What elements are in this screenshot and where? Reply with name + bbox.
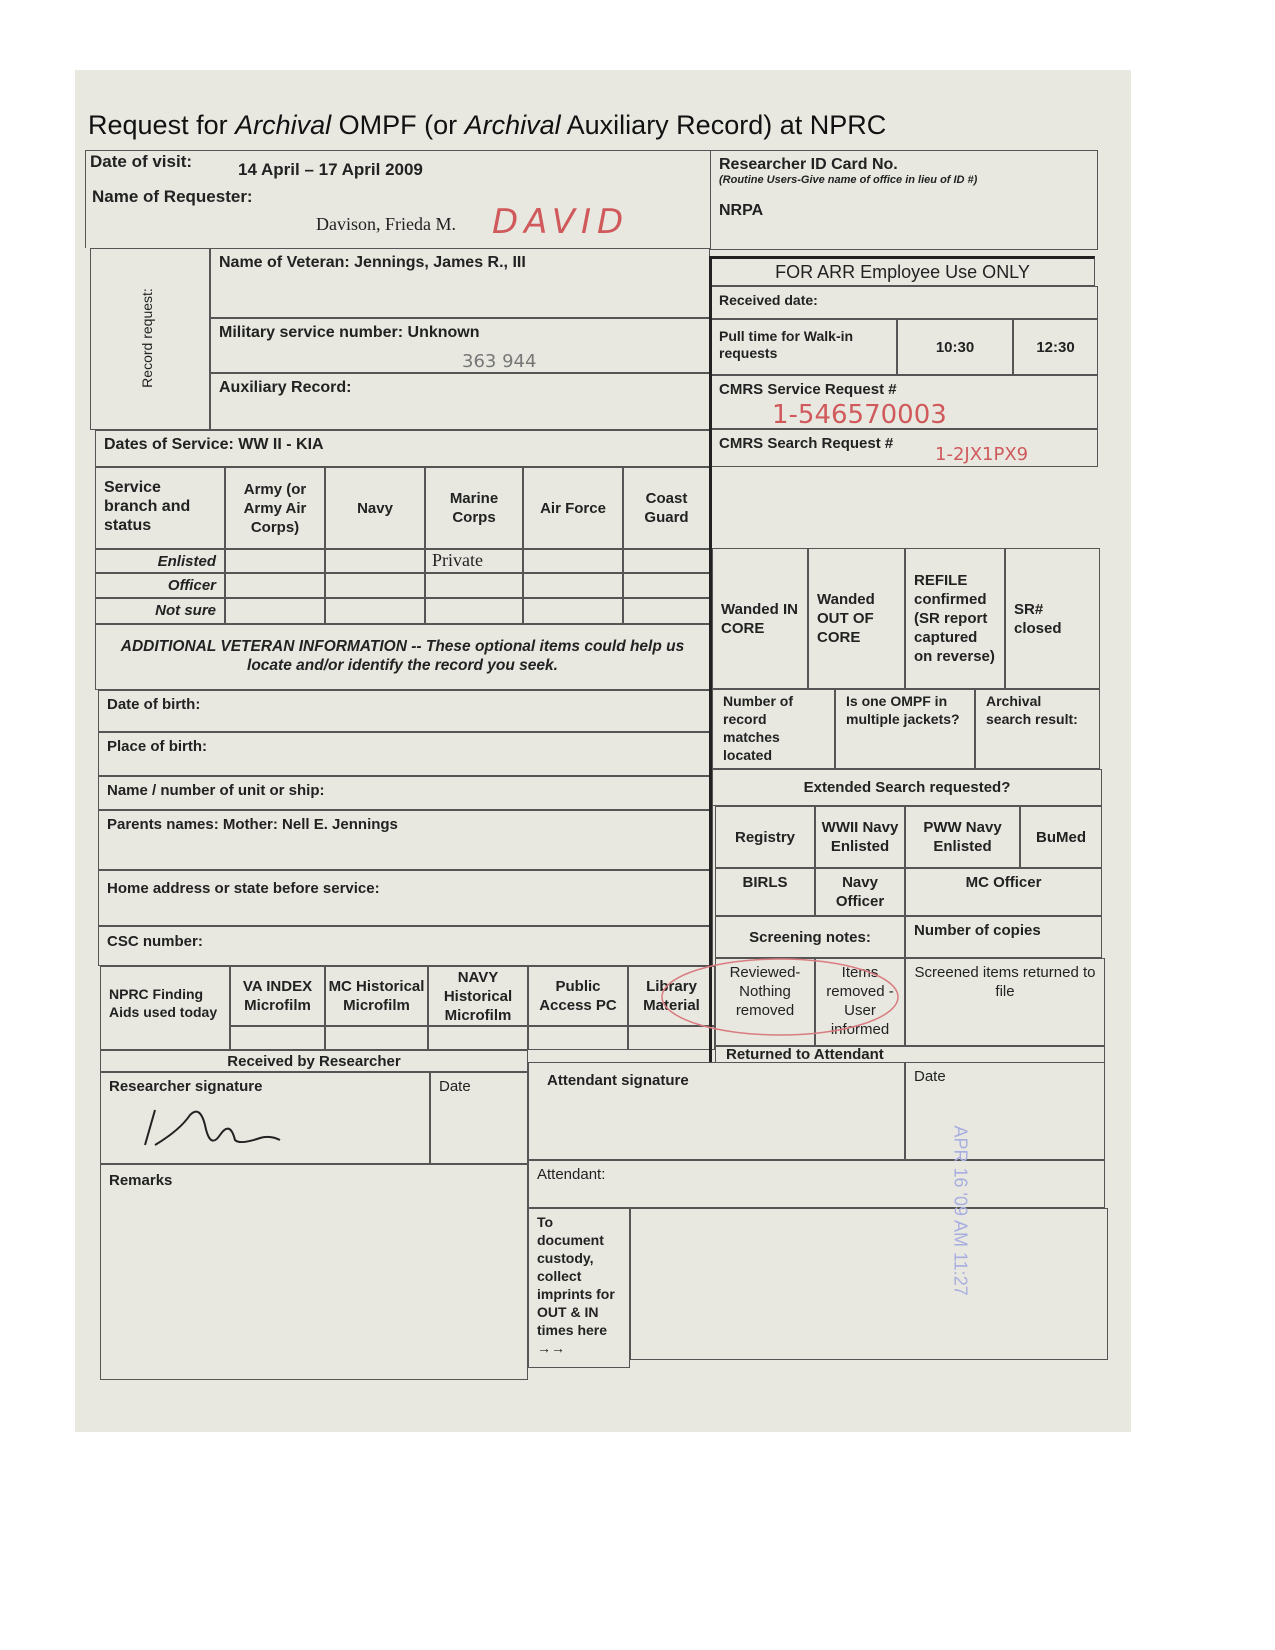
enlisted-marine-value: Private [432, 550, 483, 570]
requester-label: Name of Requester: [92, 187, 253, 206]
arr-received-date: Received date: [710, 286, 1098, 319]
matches-cell: Archival search result: [975, 689, 1100, 769]
branch-airforce: Air Force [523, 467, 623, 549]
branch-checkbox [623, 549, 710, 573]
branch-row-label: Officer [95, 573, 225, 598]
visit-label: Date of visit: [90, 152, 193, 171]
arr-heading: FOR ARR Employee Use ONLY [710, 256, 1095, 286]
branch-checkbox [523, 598, 623, 624]
pob: Place of birth: [98, 732, 713, 776]
cmrs-search-hand: 1-2JX1PX9 [935, 444, 1029, 465]
returned-to-attendant: Returned to Attendant [715, 1046, 1105, 1063]
dates-of-service: Dates of Service: WW II - KIA [95, 430, 710, 467]
time-stamp: APR 16 '09 AM 11:27 [950, 1125, 971, 1296]
form-title [88, 110, 886, 141]
branch-checkbox [623, 573, 710, 598]
title-post: Auxiliary Record) at NPRC [560, 110, 887, 140]
received-by-researcher: Received by Researcher [100, 1050, 528, 1072]
branch-checkbox [325, 549, 425, 573]
branch-checkbox [425, 598, 523, 624]
veteran-name: Name of Veteran: Jennings, James R., III [210, 248, 710, 318]
screening-item: Items removed - User informed [815, 958, 905, 1046]
branch-label: Service branch and status [95, 467, 225, 549]
extended-option: PWW Navy Enlisted [905, 806, 1020, 868]
number-of-copies: Number of copies [905, 916, 1102, 958]
date-2: Date [905, 1062, 1105, 1160]
attendant: Attendant: [528, 1160, 1105, 1208]
aid-checkbox [230, 1026, 325, 1050]
branch-checkbox [623, 598, 710, 624]
pull-time-label: Pull time for Walk-in requests [710, 319, 897, 375]
branch-checkbox [225, 549, 325, 573]
branch-coastguard: Coast Guard [623, 467, 710, 549]
extended-option: BIRLS [715, 868, 815, 916]
branch-checkbox [425, 573, 523, 598]
branch-checkbox [523, 573, 623, 598]
parents: Parents names: Mother: Nell E. Jennings [98, 810, 713, 870]
aid-column: Public Access PC [528, 966, 628, 1026]
branch-checkbox [325, 573, 425, 598]
title-archival: Archival [235, 110, 332, 140]
wanded-cell: SR# closed [1005, 548, 1100, 689]
attendant-signature: Attendant signature [528, 1062, 905, 1160]
branch-row-label: Not sure [95, 598, 225, 624]
pull-time-1230[interactable]: 12:30 [1013, 319, 1098, 375]
additional-heading: ADDITIONAL VETERAN INFORMATION -- These optional items could help us locate and/or identify the record you seek. [95, 624, 710, 690]
branch-checkbox [523, 549, 623, 573]
branch-checkbox [225, 598, 325, 624]
researcher-id-cell [710, 150, 1098, 250]
csc-number: CSC number: [98, 926, 713, 966]
aid-checkbox [325, 1026, 428, 1050]
date-1: Date [430, 1072, 528, 1164]
dob: Date of birth: [98, 690, 713, 732]
researcher-signature: Researcher signature [100, 1072, 430, 1164]
branch-navy: Navy [325, 467, 425, 549]
branch-checkbox [225, 573, 325, 598]
home-address: Home address or state before service: [98, 870, 713, 926]
aid-checkbox [428, 1026, 528, 1050]
service-number: Military service number: Unknown [210, 318, 710, 373]
title-mid: OMPF (or [331, 110, 465, 140]
custody-note: To document custody, collect imprints for OUT & IN times here →→ [528, 1208, 630, 1368]
requester-handwritten: DAVID [492, 202, 630, 242]
cmrs-service: CMRS Service Request # [710, 375, 1098, 429]
aid-checkbox [528, 1026, 628, 1050]
title-archival-2: Archival [464, 110, 561, 140]
extended-option: BuMed [1020, 806, 1102, 868]
extended-option: Navy Officer [815, 868, 905, 916]
red-circle-annotation [655, 955, 915, 1045]
requester-typed: Davison, Frieda M. [316, 214, 456, 234]
extended-option: MC Officer [905, 868, 1102, 916]
screening-item: Reviewed- Nothing removed [715, 958, 815, 1046]
screening-notes: Screening notes: [715, 916, 905, 958]
researcher-id-note: (Routine Users-Give name of office in lieu of ID #) [719, 174, 978, 186]
extended-option: WWII Navy Enlisted [815, 806, 905, 868]
visit-value: 14 April – 17 April 2009 [238, 160, 423, 179]
signature-scribble [130, 1100, 290, 1160]
researcher-id-label: Researcher ID Card No. [719, 156, 898, 173]
aid-column: Library Material [628, 966, 715, 1026]
cmrs-service-hand: 1-546570003 [772, 400, 947, 430]
auxiliary-record: Auxiliary Record: [210, 373, 710, 430]
aids-label: NPRC Finding Aids used today [100, 966, 230, 1050]
cmrs-search: CMRS Search Request # [710, 429, 1098, 467]
aid-column: NAVY Historical Microfilm [428, 966, 528, 1026]
extended-option: Registry [715, 806, 815, 868]
branch-checkbox [325, 598, 425, 624]
matches-cell: Is one OMPF in multiple jackets? [835, 689, 975, 769]
wanded-cell: Wanded IN CORE [712, 548, 808, 689]
title-pre: Request for [88, 110, 236, 140]
matches-cell: Number of record matches located [712, 689, 835, 769]
branch-marine: Marine Corps [425, 467, 523, 549]
wanded-cell: REFILE confirmed (SR report captured on reverse) [905, 548, 1005, 689]
service-number-hand: 363 944 [462, 351, 537, 372]
branch-army: Army (or Army Air Corps) [225, 467, 325, 549]
unit: Name / number of unit or ship: [98, 776, 713, 810]
pull-time-1030[interactable]: 10:30 [897, 319, 1013, 375]
custody-imprint-area [630, 1208, 1108, 1360]
extended-search: Extended Search requested? [712, 769, 1102, 806]
aid-column: MC Historical Microfilm [325, 966, 428, 1026]
aid-column: VA INDEX Microfilm [230, 966, 325, 1026]
record-side-label: Record request: [139, 288, 155, 388]
branch-row-label: Enlisted [95, 549, 225, 573]
wanded-cell: Wanded OUT OF CORE [808, 548, 905, 689]
researcher-id-value: NRPA [719, 202, 764, 219]
remarks: Remarks [100, 1164, 528, 1380]
screening-item: Screened items returned to file [905, 958, 1105, 1046]
